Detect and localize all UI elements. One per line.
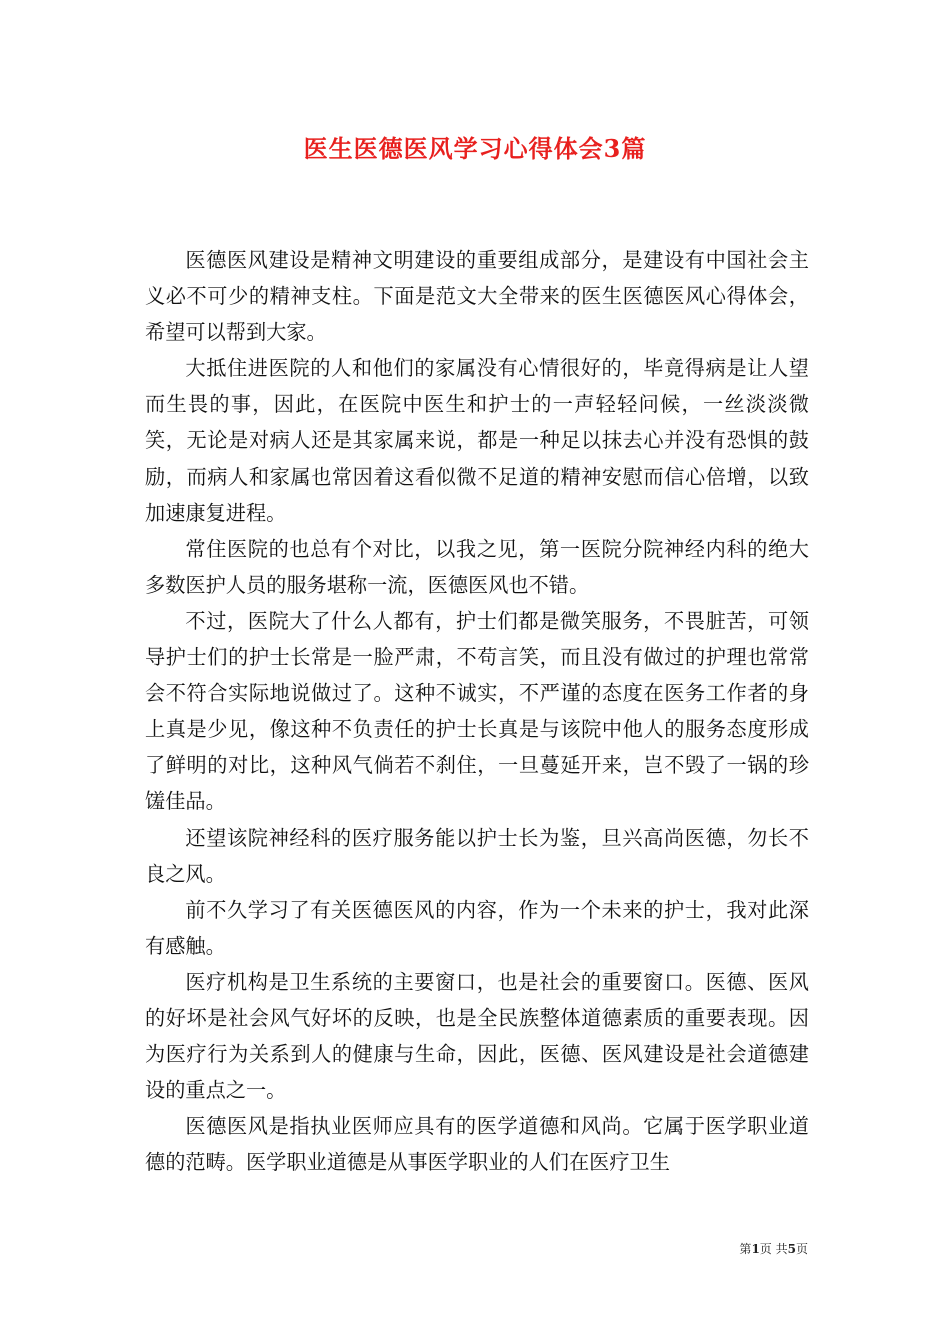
paragraph-6: 前不久学习了有关医德医风的内容，作为一个未来的护士，我对此深有感触。	[145, 897, 809, 958]
document-title: 医生医德医风学习心得体会3篇	[303, 134, 647, 163]
paragraph-1: 医德医风建设是精神文明建设的重要组成部分，是建设有中国社会主义必不可少的精神支柱。下面是范文大全带来的医生医德医风心得体会，希望可以帮到大家。	[145, 248, 809, 345]
paragraph-2: 大抵住进医院的人和他们的家属没有心情很好的，毕竟得病是让人望而生畏的事，因此，在医院中医生和护士的一声轻轻问候，一丝淡淡微笑，无论是对病人还是其家属来说，都是一种足以抹去心并没有恐惧的鼓励，而病人和家属也常因着这看似微不足道的精神安慰而信心倍增，以致加速康复进程。	[145, 356, 809, 525]
paragraph-8: 医德医风是指执业医师应具有的医学道德和风尚。它属于医学职业道德的范畴。医学职业道德是从事医学职业的人们在医疗卫生	[145, 1114, 809, 1175]
current-page-number: 1	[751, 1242, 760, 1256]
page-number-footer	[739, 1241, 808, 1257]
paragraph-3: 常住医院的也总有个对比，以我之见，第一医院分院神经内科的绝大多数医护人员的服务堪称一流，医德医风也不错。	[145, 536, 809, 597]
paragraph-7: 医疗机构是卫生系统的主要窗口，也是社会的重要窗口。医德、医风的好坏是社会风气好坏的反映，也是全民族整体道德素质的重要表现。因为医疗行为关系到人的健康与生命，因此，医德、医风建设是社会道德建设的重点之一。	[145, 969, 809, 1103]
paragraph-5: 还望该院神经科的医疗服务能以护士长为鉴，旦兴高尚医德，勿长不良之风。	[145, 825, 809, 886]
document-body	[145, 242, 809, 1180]
footer-prefix: 第	[739, 1242, 752, 1256]
paragraph-4: 不过，医院大了什么人都有，护士们都是微笑服务，不畏脏苦，可领导护士们的护士长常是一脸严肃，不苟言笑，而且没有做过的护理也常常会不符合实际地说做过了。这种不诚实，不严谨的态度在医务工作者的身上真是少见，像这种不负责任的护士长真是与该院中他人的服务态度形成了鲜明的对比，这种风气倘若不刹住，一旦蔓延开来，岂不毁了一锅的珍馐佳品。	[145, 608, 809, 814]
total-page-count: 5	[787, 1242, 796, 1256]
footer-middle: 页 共	[759, 1242, 788, 1256]
footer-suffix: 页	[795, 1242, 808, 1256]
